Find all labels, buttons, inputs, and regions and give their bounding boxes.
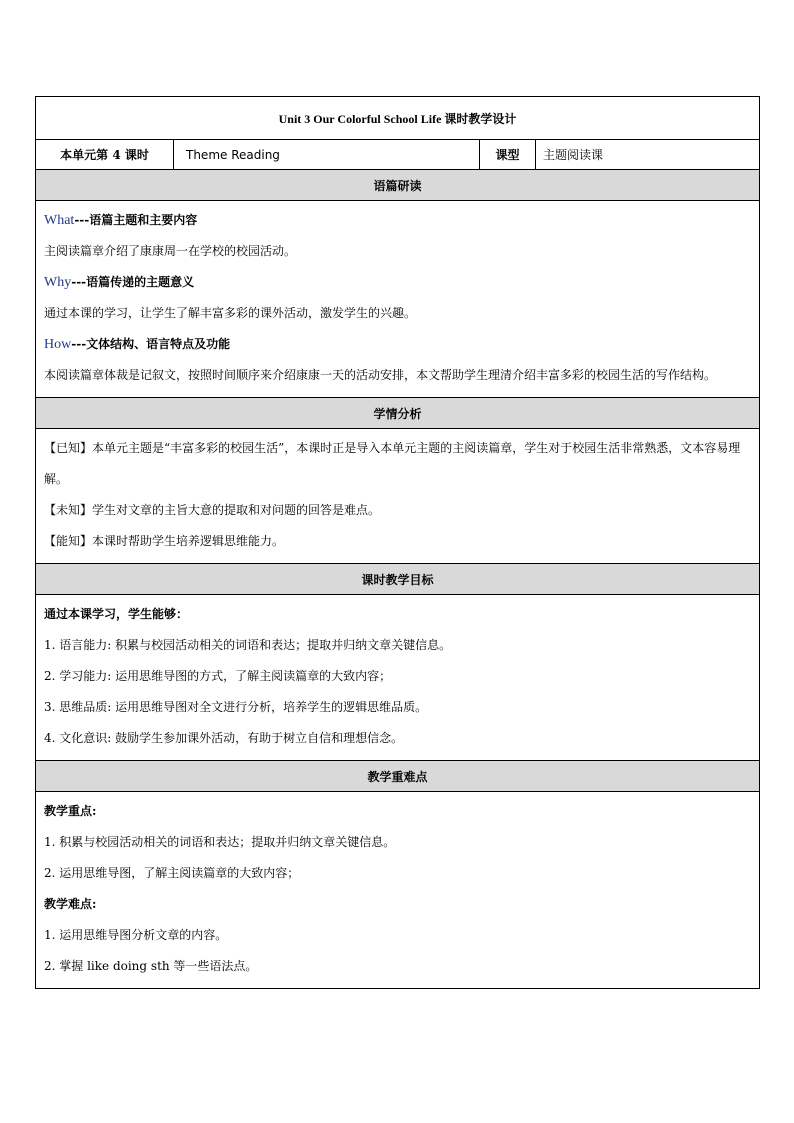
focus-label: 教学重点: [44,804,97,818]
what-keyword: What [44,213,75,228]
document-title: Unit 3 Our Colorful School Life 课时教学设计 [36,97,760,140]
difficulty-item: 1. 运用思维导图分析文章的内容。 [44,928,228,942]
objective-item: 4. 文化意识: 鼓励学生参加课外活动，有助于树立自信和理想信念。 [44,731,404,745]
section-heading-key-points: 教学重难点 [36,761,760,792]
section-learner-analysis [36,429,760,564]
section-heading-text-analysis: 语篇研读 [36,170,760,201]
section-text-analysis [36,201,760,398]
section-key-points [36,792,760,989]
how-title: ---文体结构、语言特点及功能 [71,337,231,351]
unknown-text: 【未知】学生对文章的主旨大意的提取和对问题的回答是难点。 [44,503,381,517]
difficulty-item: 2. 掌握 like doing sth 等一些语法点。 [44,959,258,973]
why-heading [44,267,751,298]
lesson-name: Theme Reading [174,140,480,170]
objective-item: 2. 学习能力: 运用思维导图的方式，了解主阅读篇章的大致内容； [44,669,392,683]
ability-text: 【能知】本课时帮助学生培养逻辑思维能力。 [44,534,285,548]
how-text: 本阅读篇章体裁是记叙文，按照时间顺序来介绍康康一天的活动安排，本文帮助学生理清介绍丰富多彩的校园生活的写作结构。 [44,368,717,382]
section-heading-objectives: 课时教学目标 [36,564,760,595]
why-text: 通过本课的学习，让学生了解丰富多彩的课外活动，激发学生的兴趣。 [44,306,417,320]
lesson-number-label: 本单元第 4 课时 [36,140,174,170]
objective-item: 3. 思维品质: 运用思维导图对全文进行分析，培养学生的逻辑思维品质。 [44,700,428,714]
lesson-plan-table [35,96,760,989]
section-heading-learner-analysis: 学情分析 [36,398,760,429]
why-title: ---语篇传递的主题意义 [71,275,195,289]
what-title: ---语篇主题和主要内容 [74,213,198,227]
why-keyword: Why [44,275,72,290]
difficulty-label: 教学难点: [44,897,97,911]
objectives-intro: 通过本课学习，学生能够： [44,607,189,621]
known-text: 【已知】本单元主题是“丰富多彩的校园生活”，本课时正是导入本单元主题的主阅读篇章，学生对于校园生活非常熟悉，文本容易理解。 [44,441,741,486]
what-heading [44,205,751,236]
how-heading [44,329,751,360]
lesson-info-row [36,140,760,170]
lesson-type-label: 课型 [480,140,536,170]
objective-item: 1. 语言能力: 积累与校园活动相关的词语和表达；提取并归纳文章关键信息。 [44,638,452,652]
how-keyword: How [44,337,72,352]
focus-item: 2. 运用思维导图，了解主阅读篇章的大致内容； [44,866,300,880]
section-objectives [36,595,760,761]
lesson-type-value: 主题阅读课 [536,140,760,170]
focus-item: 1. 积累与校园活动相关的词语和表达；提取并归纳文章关键信息。 [44,835,396,849]
what-text: 主阅读篇章介绍了康康周一在学校的校园活动。 [44,244,297,258]
